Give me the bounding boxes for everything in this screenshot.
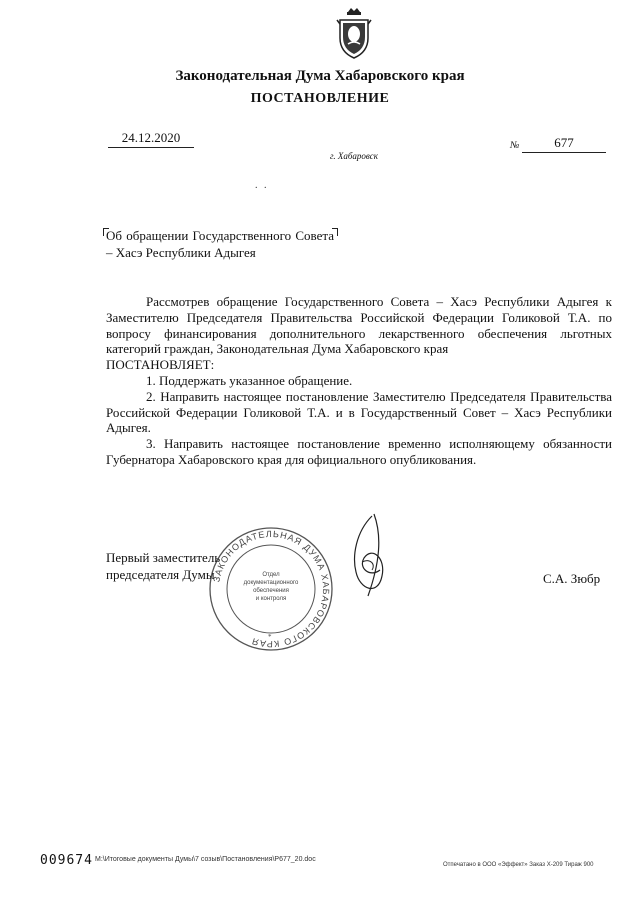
file-path: M:\Итоговые документы Думы\7 созыв\Постановления\P677_20.doc (95, 856, 316, 863)
seal-star-icon: * (268, 633, 272, 641)
signatory-position-line2: председателя Думы (106, 567, 215, 582)
subject-bracket-right (332, 228, 338, 236)
seal-line-2: документационного (243, 580, 299, 586)
seal-line-4: и контроля (255, 596, 287, 602)
seal-line-3: обеспечения (253, 588, 289, 594)
scan-marks: . . (255, 180, 269, 191)
decree-word: ПОСТАНОВЛЯЕТ: (106, 357, 215, 373)
document-body (106, 294, 612, 468)
subject-bracket-left (103, 228, 109, 236)
seal-line-1: Отдел (262, 572, 280, 578)
document-city: г. Хабаровск (330, 151, 378, 161)
document-subject (106, 227, 334, 261)
document-code: 009674 (40, 853, 93, 868)
official-seal (208, 526, 334, 652)
document-number: 677 (522, 135, 606, 153)
decree-item-2: 2. Направить настоящее постановление Заместителю Председателя Правительства Российской Федерации Голиковой Т.А. и в Государственный Совет – Хасэ Республики Адыгея. (106, 388, 612, 436)
organization-title: Законодательная Дума Хабаровского края (175, 68, 465, 84)
document-date: 24.12.2020 (108, 130, 194, 148)
seal-ring-text: ЗАКОНОДАТЕЛЬНАЯ ДУМА ХАБАРОВСКОГО КРАЯ (211, 528, 332, 650)
decree-item-1: 1. Поддержать указанное обращение. (146, 372, 353, 388)
signatory-position (106, 549, 220, 583)
number-label: № (510, 140, 520, 151)
body-intro: Рассмотрев обращение Государственного Совета – Хасэ Республики Адыгея к Заместителю Председателя Правительства Российской Федерации Голиковой Т.А. по вопросу финансирования дополнительного лекарственного обеспечения льготных категорий граждан, Законодательная Дума Хабаровского края (106, 294, 612, 357)
signatory-position-line1: Первый заместитель (106, 550, 221, 565)
coat-of-arms-icon (334, 6, 374, 62)
signatory-name: С.А. Зюбр (543, 571, 601, 586)
handwritten-signature (342, 512, 398, 598)
decree-item-3: 3. Направить настоящее постановление временно исполняющему обязанности Губернатора Хабаровского края для официального опубликования. (106, 436, 612, 467)
document-type: ПОСТАНОВЛЕНИЕ (250, 91, 390, 106)
subject-text: Об обращении Государственного Совета – Хасэ Республики Адыгея (106, 228, 334, 260)
print-info: Отпечатано в ООО «Эффект» Заказ Х-209 Тираж 900 (443, 862, 594, 868)
